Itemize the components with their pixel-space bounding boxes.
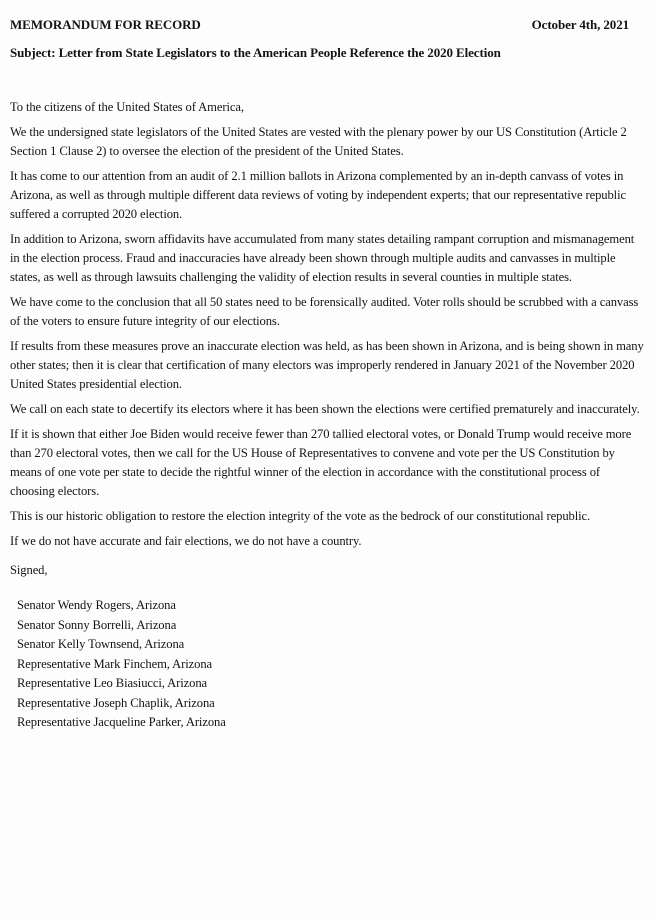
paragraph-electoral-votes: If it is shown that either Joe Biden would receive fewer than 270 tallied electoral votes, or Donald Trump would receive more than 270 electoral votes, then we call for the US House of Representatives to convene and vote per the US Constitution by means of one vote per state to decide the rightful winner of the election in accordance with the constitutional process of choosing electors. <box>10 427 632 498</box>
paragraph-obligation: This is our historic obligation to restore the election integrity of the vote as the bedrock of our constitutional republic. <box>10 509 591 523</box>
signatory: Representative Jacqueline Parker, Arizona <box>17 715 226 729</box>
memo-title: MEMORANDUM FOR RECORD <box>10 17 201 32</box>
memo-date: October 4th, 2021 <box>531 17 629 32</box>
signatory: Representative Joseph Chaplik, Arizona <box>17 695 215 710</box>
paragraph-forensic-audit: We have come to the conclusion that all 50 states need to be forensically audited. Voter rolls should be scrubbed with a canvass of the voters to ensure future integrity of our elections. <box>10 295 639 328</box>
signatory: Senator Sonny Borrelli, Arizona <box>17 617 177 632</box>
signatory: Senator Wendy Rogers, Arizona <box>17 598 176 612</box>
signatory-list <box>17 596 645 733</box>
signatory: Representative Mark Finchem, Arizona <box>17 656 213 671</box>
paragraph-certification: If results from these measures prove an inaccurate election was held, as has been shown in Arizona, and is being shown in many other states; then it is clear that certification of many electors was improperly rendered in January 2021 of the November 2020 United States presidential election. <box>10 339 644 391</box>
memo-header <box>10 15 645 37</box>
memo-subject: Subject: Letter from State Legislators to the American People Reference the 2020 Election <box>10 45 501 60</box>
salutation: To the citizens of the United States of America, <box>10 100 244 114</box>
paragraph-decertify: We call on each state to decertify its electors where it has been shown the elections were certified prematurely and inaccurately. <box>10 402 640 416</box>
paragraph-plenary-power: We the undersigned state legislators of the United States are vested with the plenary power by our US Constitution (Article 2 Section 1 Clause 2) to oversee the election of the president of the United States. <box>10 125 627 158</box>
signatory: Senator Kelly Townsend, Arizona <box>17 637 185 651</box>
signatory: Representative Leo Biasiucci, Arizona <box>17 676 208 690</box>
paragraph-affidavits: In addition to Arizona, sworn affidavits have accumulated from many states detailing rampant corruption and mismanagement in the election process. Fraud and inaccuracies have already been shown through multiple audits and canvasses in multiple states, as well as through lawsuits challenging the validity of election results in several counties in multiple states. <box>10 232 635 284</box>
signed-label: Signed, <box>10 563 48 577</box>
paragraph-closing: If we do not have accurate and fair elections, we do not have a country. <box>10 534 362 548</box>
paragraph-arizona-audit: It has come to our attention from an audit of 2.1 million ballots in Arizona complemented by an in-depth canvass of votes in Arizona, as well as through multiple different data reviews of voting by independent experts; that our representative republic suffered a corrupted 2020 election. <box>10 169 626 221</box>
